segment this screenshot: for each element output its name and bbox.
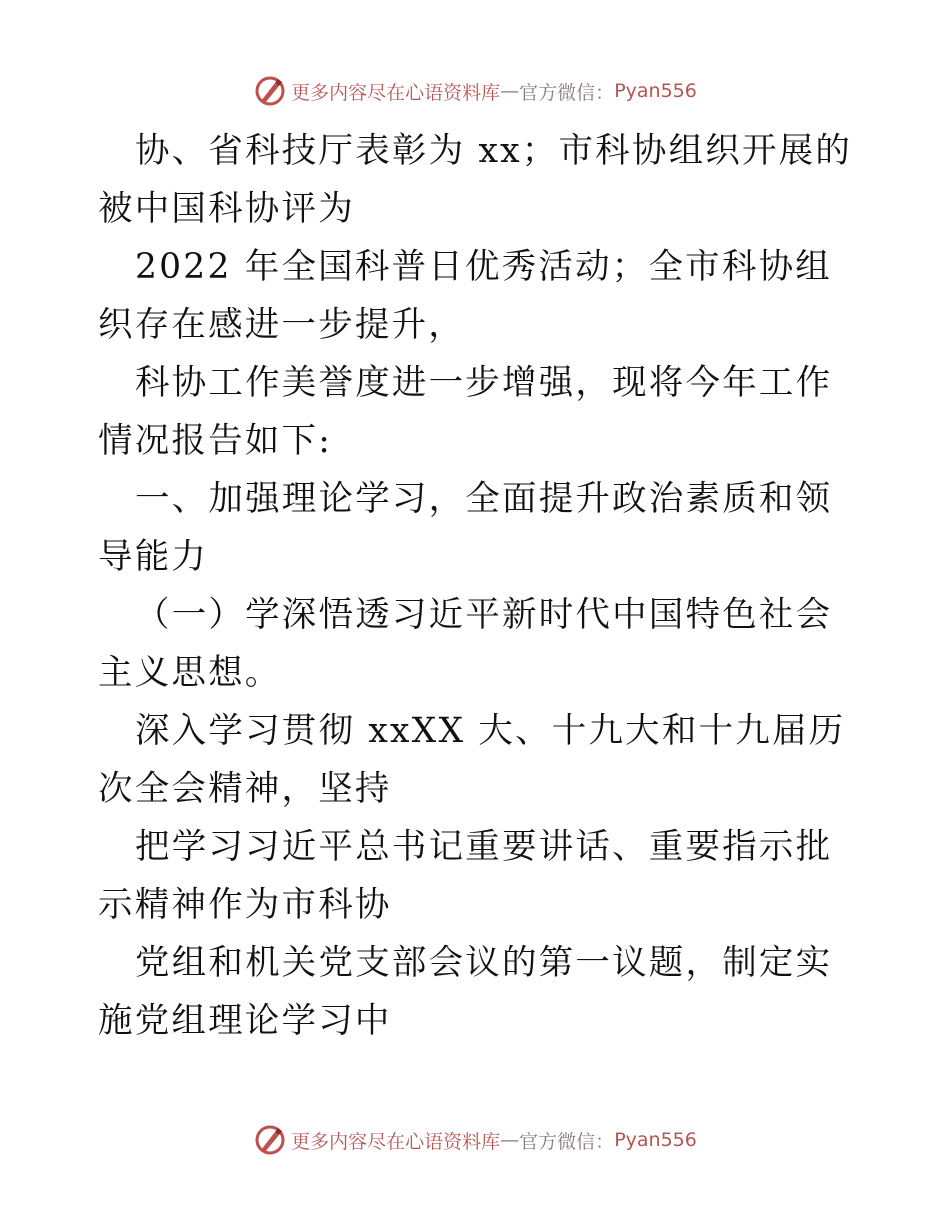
watermark-text: 更多内容尽在心语资料库 (291, 81, 501, 104)
document-body (98, 122, 858, 1050)
watermark-text: 更多内容尽在心语资料库 (291, 1130, 501, 1153)
paragraph: 科协工作美誉度进一步增强，现将今年工作情况报告如下: (98, 363, 833, 461)
watermark-dash: — (500, 1129, 520, 1151)
paragraph: 深入学习贯彻 xxXX 大、十九大和十九届历次全会精神，坚持 (98, 711, 846, 809)
paragraph: 把学习习近平总书记重要讲话、重要指示批示精神作为市科协 (98, 827, 833, 925)
watermark-label: 官方微信： (519, 1130, 615, 1153)
subsection-heading: （一）学深悟透习近平新时代中国特色社会主义思想。 (98, 595, 833, 693)
watermark-id: Pyan556 (614, 1129, 697, 1151)
pen-logo-icon (253, 74, 287, 108)
footer-watermark (0, 1120, 950, 1160)
watermark-id: Pyan556 (614, 80, 697, 102)
watermark-label: 官方微信： (519, 81, 615, 104)
paragraph: 协、省科技厅表彰为 xx；市科协组织开展的被中国科协评为 (98, 131, 853, 229)
pen-logo-icon (253, 1123, 287, 1157)
header-watermark (0, 71, 950, 111)
paragraph: 2022 年全国科普日优秀活动；全市科协组织存在感进一步提升， (98, 247, 832, 345)
watermark-dash: — (500, 80, 520, 102)
paragraph: 党组和机关党支部会议的第一议题，制定实施党组理论学习中 (98, 943, 833, 1041)
section-heading: 一、加强理论学习，全面提升政治素质和领导能力 (98, 479, 833, 577)
